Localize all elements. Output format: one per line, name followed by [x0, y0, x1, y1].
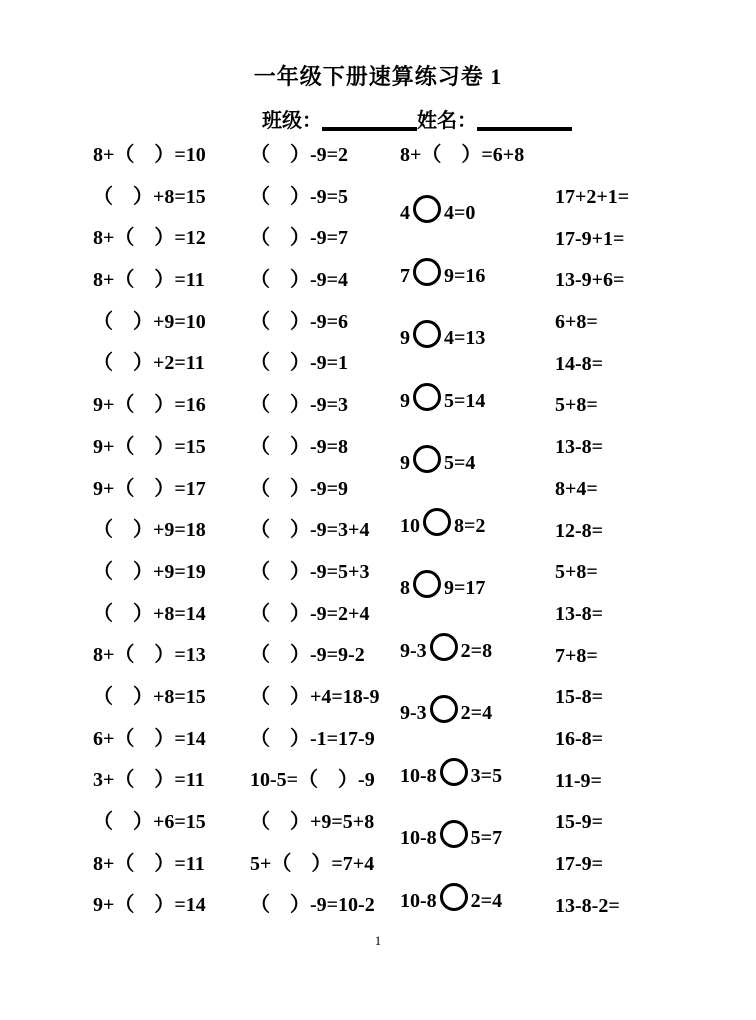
math-problem: （ ）-1=17-9: [250, 727, 375, 750]
right-operand: 2=4: [460, 702, 493, 724]
right-operand: 4=0: [444, 202, 476, 224]
math-problem: 9+（ ）=17: [93, 477, 206, 500]
operator-circle-icon: [413, 445, 441, 473]
operator-circle-icon: [413, 320, 441, 348]
math-problem: 8+（ ）=11: [93, 269, 205, 292]
math-problem: （ ）-9=4: [250, 269, 349, 292]
math-problem: [400, 883, 524, 911]
right-operand: 9=17: [444, 577, 486, 599]
math-problem: 9+（ ）=15: [93, 435, 206, 458]
math-problem: 17-9=: [555, 853, 604, 875]
right-operand: 8=2: [454, 514, 486, 537]
left-operand: 9: [400, 327, 410, 349]
right-operand: 2=4: [470, 889, 503, 912]
operator-circle-icon: [440, 820, 468, 848]
left-operand: 10-8: [400, 764, 437, 787]
math-problem: 10-5=（ ）-9: [250, 769, 375, 792]
math-problem: 7+8=: [555, 644, 598, 667]
math-problem: 5+（ ）=7+4: [250, 852, 375, 875]
math-problem: 13-8=: [555, 602, 604, 625]
math-problem: [400, 758, 524, 786]
math-problem: 8+（ ）=10: [93, 144, 206, 166]
problem-column-4: [555, 186, 629, 936]
math-problem: 12-8=: [555, 519, 604, 542]
math-problem: （ ）-9=5: [250, 185, 349, 208]
math-problem: 13-8=: [555, 436, 604, 459]
name-label: 姓名：: [417, 110, 477, 132]
math-problem: （ ）+2=11: [93, 352, 205, 375]
math-problem: 16-8=: [555, 727, 604, 750]
math-problem: （ ）-9=7: [250, 227, 349, 250]
math-problem: （ ）+9=5+8: [250, 811, 375, 833]
operator-circle-icon: [430, 695, 458, 723]
operator-circle-icon: [413, 383, 441, 411]
math-problem: 14-8=: [555, 352, 604, 375]
math-problem: （ ）+9=18: [93, 519, 206, 542]
operator-circle-icon: [430, 633, 458, 661]
math-problem: [400, 195, 524, 223]
left-operand: 10-8: [400, 889, 437, 912]
math-problem: （ ）-9=10-2: [250, 894, 375, 917]
math-problem: 8+（ ）=12: [93, 227, 206, 250]
left-operand: 10-8: [400, 827, 437, 849]
page-number: 1: [374, 933, 382, 948]
math-problem: 6+（ ）=14: [93, 727, 206, 750]
operator-circle-icon: [440, 883, 468, 911]
math-problem: [400, 508, 524, 536]
math-problem: 15-9=: [555, 811, 604, 834]
math-problem: [400, 820, 524, 848]
math-problem: 8+（ ）=11: [93, 852, 205, 875]
left-operand: 9: [400, 452, 410, 474]
math-problem: [400, 320, 524, 348]
math-problem: （ ）-9=5+3: [250, 560, 370, 583]
math-problem: （ ）-9=9-2: [250, 644, 365, 667]
math-problem: （ ）+9=19: [93, 560, 206, 583]
math-problem: [400, 383, 524, 411]
math-problem: 8+4=: [555, 477, 598, 500]
right-operand: 3=5: [470, 764, 503, 787]
math-problem: [400, 445, 524, 473]
name-blank-line: [477, 111, 572, 131]
math-problem: 5+8=: [555, 394, 598, 417]
math-problem: 17-9+1=: [555, 227, 625, 250]
math-problem: 9+（ ）=14: [93, 894, 206, 917]
math-problem: 9+（ ）=16: [93, 394, 206, 417]
math-problem: （ ）+8=15: [93, 185, 206, 208]
math-problem: 13-8-2=: [555, 894, 620, 917]
left-operand: 9: [400, 389, 410, 412]
math-problem: 6+8=: [555, 311, 598, 334]
math-problem: 13-9+6=: [555, 269, 625, 292]
right-operand: 4=13: [444, 327, 486, 349]
operator-circle-icon: [423, 508, 451, 536]
left-operand: 10: [400, 514, 420, 537]
class-name-fields: [262, 104, 572, 133]
math-problem: （ ）-9=3: [250, 394, 349, 417]
operator-circle-icon: [413, 195, 441, 223]
math-problem: （ ）-9=2: [250, 144, 349, 166]
math-problem: （ ）+9=10: [93, 310, 206, 333]
math-problem: （ ）+4=18-9: [250, 685, 380, 708]
math-problem: 11-9=: [555, 769, 602, 792]
math-problem: 5+8=: [555, 561, 598, 584]
math-problem: [400, 633, 524, 661]
math-problem: 17+2+1=: [555, 186, 630, 208]
math-problem: （ ）-9=9: [250, 477, 349, 500]
operator-circle-icon: [413, 570, 441, 598]
math-problem: （ ）-9=2+4: [250, 602, 370, 625]
left-operand: 7: [400, 264, 410, 287]
math-problem: 3+（ ）=11: [93, 769, 205, 792]
math-problem: （ ）+8=15: [93, 685, 206, 708]
math-problem: [400, 695, 524, 723]
right-operand: 5=4: [444, 452, 476, 474]
right-operand: 9=16: [444, 264, 486, 287]
math-problem: （ ）-9=8: [250, 435, 349, 458]
math-problem: [400, 258, 524, 286]
operator-circle-icon: [413, 258, 441, 286]
right-operand: 2=8: [460, 639, 493, 662]
math-problem: （ ）-9=6: [250, 310, 349, 333]
operator-circle-icon: [440, 758, 468, 786]
math-problem: 8+（ ）=13: [93, 644, 206, 667]
left-operand: 8: [400, 577, 410, 599]
right-operand: 5=7: [470, 827, 503, 849]
math-problem: 8+（ ）=6+8: [400, 144, 525, 166]
right-operand: 5=14: [444, 389, 486, 412]
math-problem: （ ）+6=15: [93, 811, 206, 833]
math-problem: （ ）+8=14: [93, 602, 206, 625]
math-problem: [400, 570, 524, 598]
math-problem: 15-8=: [555, 686, 604, 709]
page-title: 一年级下册速算练习卷 1: [253, 64, 503, 89]
math-problem: （ ）-9=1: [250, 352, 349, 375]
left-operand: 9-3: [400, 702, 427, 724]
math-problem: （ ）-9=3+4: [250, 519, 370, 542]
problem-column-1: [93, 144, 206, 936]
problem-column-2: [250, 144, 379, 936]
left-operand: 4: [400, 202, 410, 224]
class-blank-line: [322, 111, 417, 131]
left-operand: 9-3: [400, 639, 427, 662]
class-label: 班级：: [262, 110, 322, 132]
problem-column-3: [400, 144, 524, 945]
